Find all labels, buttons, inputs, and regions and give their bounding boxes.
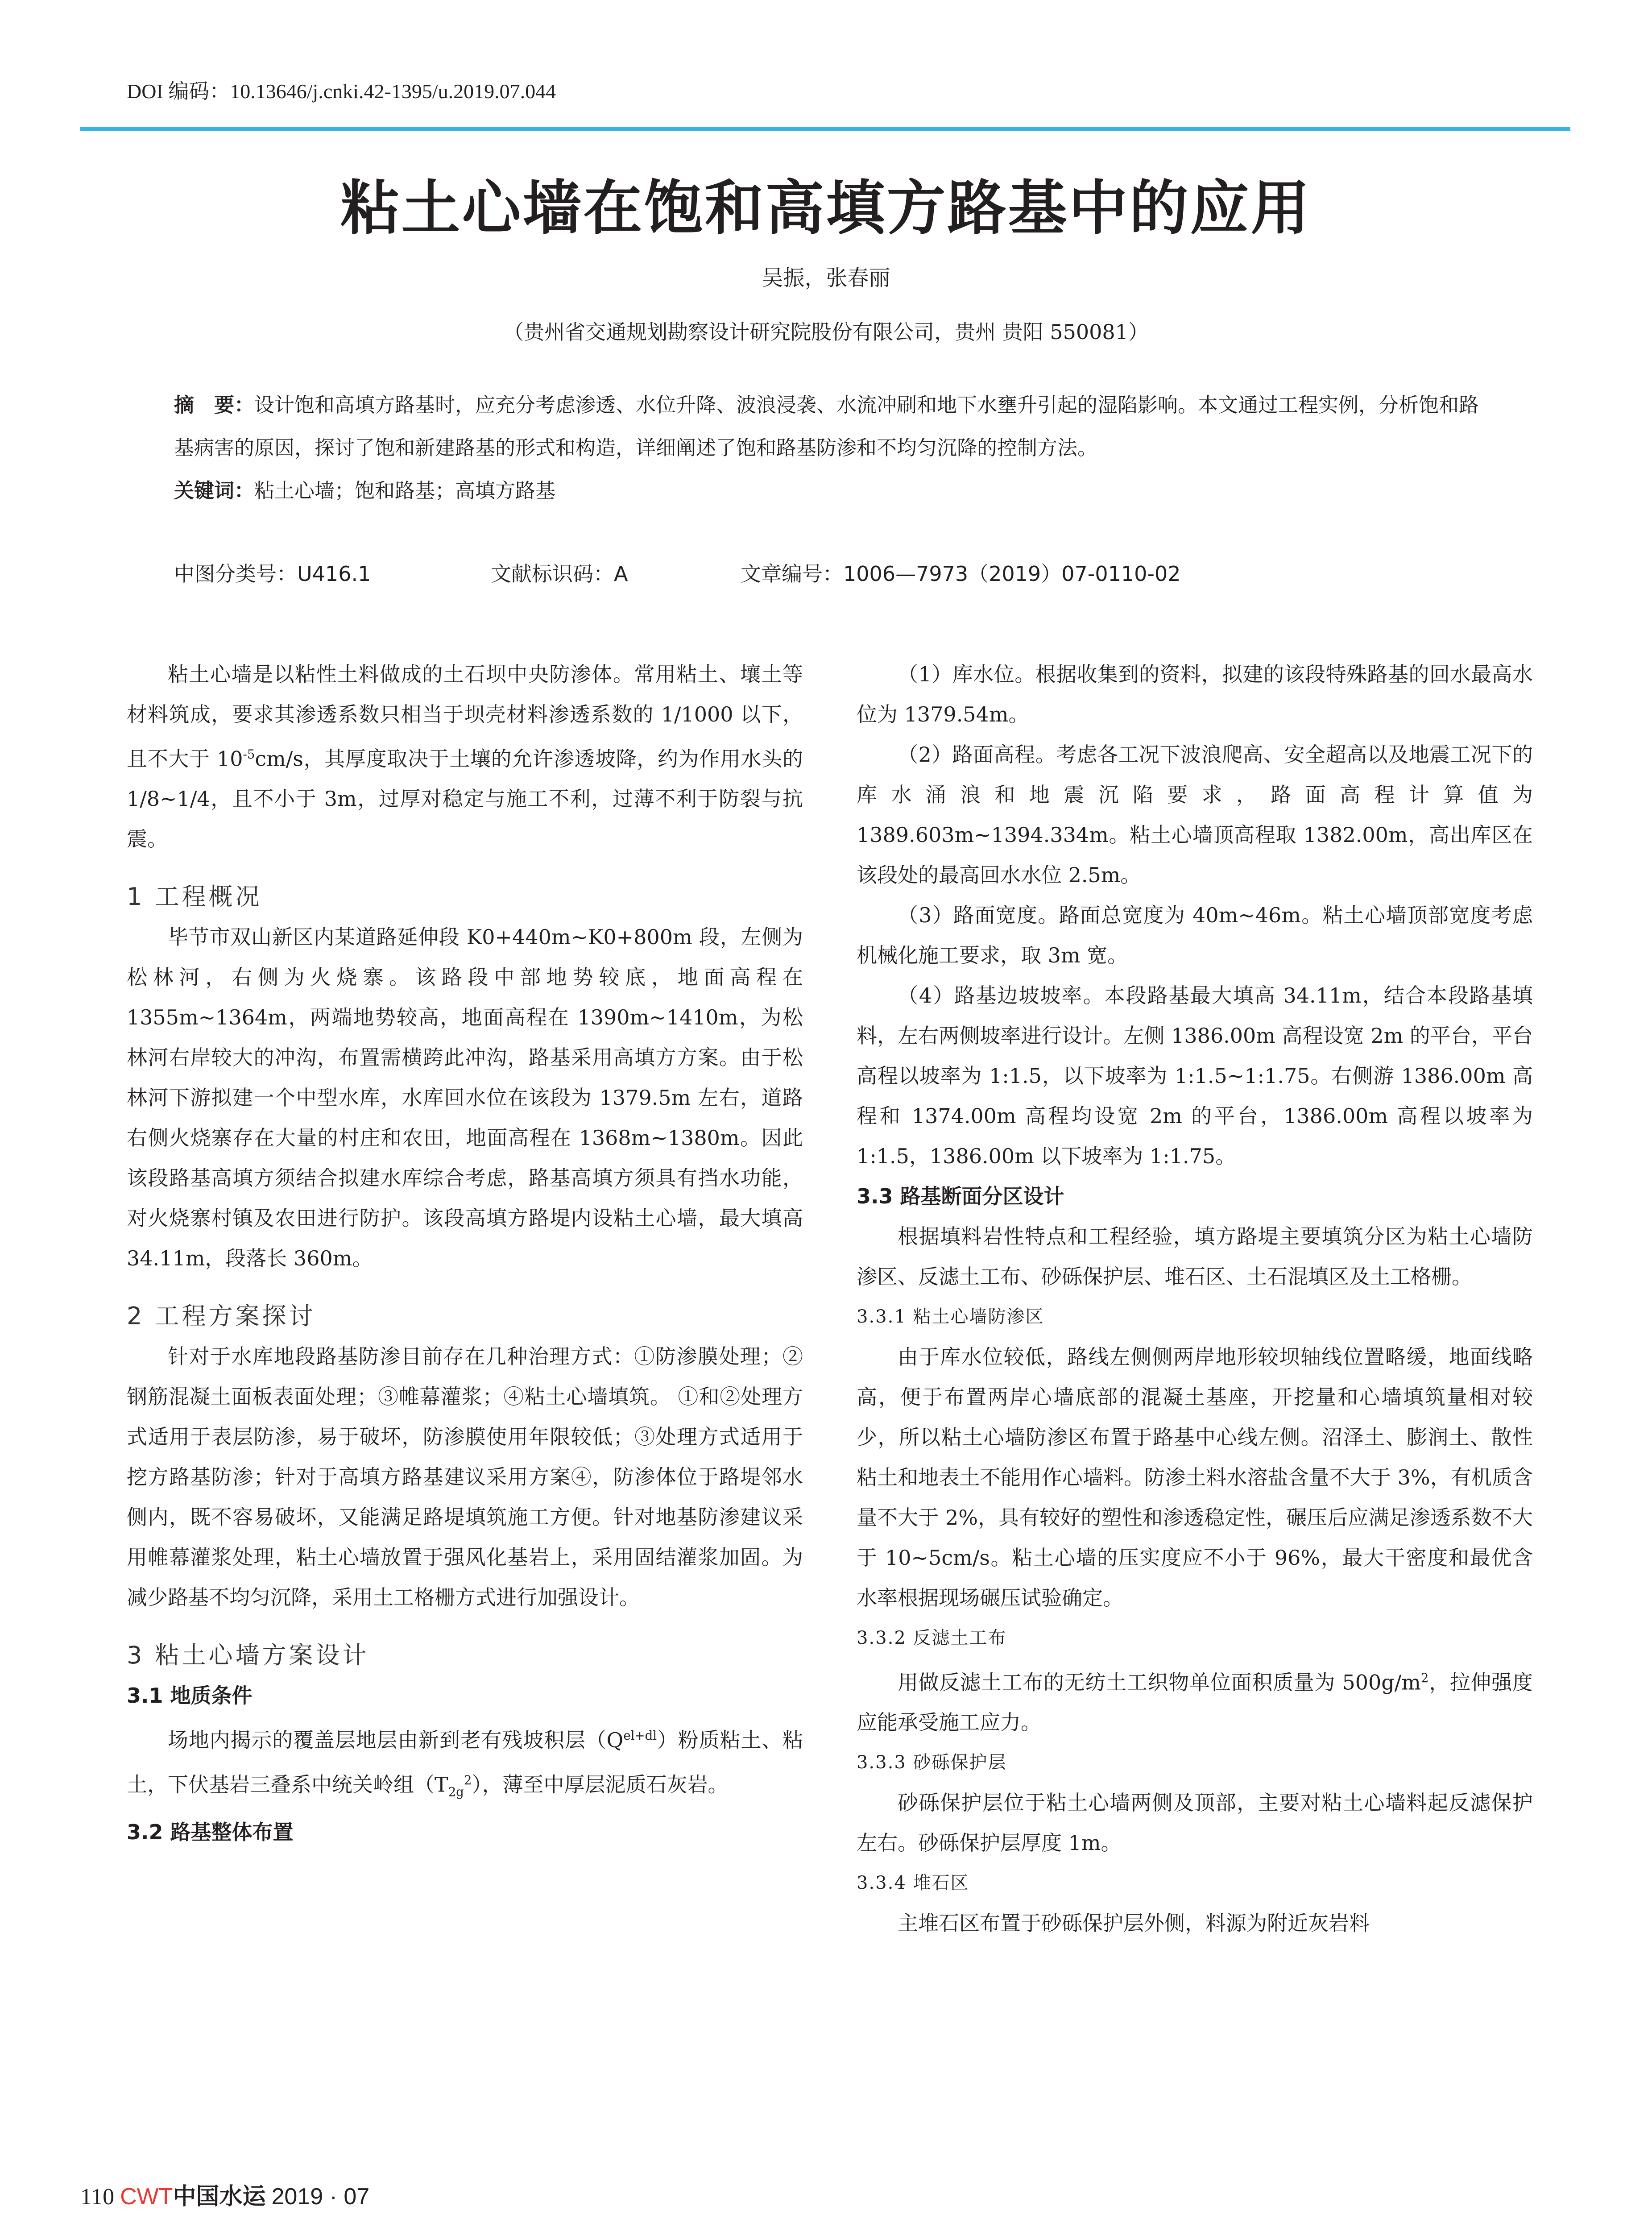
s31-text-b: ）粉质粘土、粘土，下伏基岩三叠系中统关岭组（T (127, 1728, 803, 1796)
section-3-3-2-text (857, 1658, 1533, 1742)
section-1-heading: 1 工程概况 (127, 883, 262, 911)
s31-text-c: ），薄至中厚层泥质石灰岩。 (472, 1772, 729, 1796)
section-3-3-4-text: 主堆石区布置于砂砾保护层外侧，料源为附近灰岩料 (898, 1911, 1370, 1936)
s332-sup: 2 (1420, 1671, 1429, 1685)
article-title: 粘土心墙在饱和高填方路基中的应用 (340, 174, 1312, 243)
s31-sup2: 2 (464, 1772, 472, 1787)
section-3-3-heading: 3.3 路基断面分区设计 (857, 1184, 1064, 1208)
left-column (127, 654, 803, 1852)
magazine-name: 中国水运 (173, 2183, 266, 2210)
intro-paragraph (127, 654, 803, 859)
affiliation: （贵州省交通规划勘察设计研究院股份有限公司，贵州 贵阳 550081） (503, 320, 1149, 344)
section-3-3-4-heading: 3.3.4 堆石区 (857, 1873, 969, 1894)
abstract-text: 设计饱和高填方路基时，应充分考虑渗透、水位升降、波浪浸袭、水流冲刷和地下水壅升引起的湿陷影响。本文通过工程实例，分析饱和路基病害的原因，探讨了饱和新建路基的形式和构造，详细阐述了饱和路基防渗和不均匀沉降的控制方法。 (174, 393, 1479, 460)
road-elevation-text: （2）路面高程。考虑各工况下波浪爬高、安全超高以及地震工况下的库水涌浪和地震沉陷要求，路面高程计算值为 1389.603m~1394.334m。粘土心墙顶高程取 1382.00m，高出库区在该段处的最高回水水位 2.5m。 (857, 742, 1533, 887)
issue-number: 2019 · 07 (271, 2184, 370, 2210)
keywords-label: 关键词： (174, 479, 255, 502)
section-3-1-heading: 3.1 地质条件 (127, 1684, 253, 1708)
section-3-3-text: 根据填料岩性特点和工程经验，填方路堤主要填筑分区为粘土心墙防渗区、反滤土工布、砂砾保护层、堆石区、土石混填区及土工格栅。 (857, 1224, 1533, 1289)
section-3-3-3-heading: 3.3.3 砂砾保护层 (857, 1752, 1007, 1773)
clc-number: 中图分类号：U416.1 (174, 562, 371, 586)
section-3-1-text (127, 1716, 803, 1812)
section-2-heading: 2 工程方案探讨 (127, 1302, 316, 1331)
page-number: 110 (80, 2184, 115, 2210)
slope-ratio-text: （4）路基边坡坡率。本段路基最大填高 34.11m，结合本段路基填料，左右两侧坡率进行设计。左侧 1386.00m 高程设宽 2m 的平台，平台高程以坡率为 1:1.5，以下坡率为 1:1.5~1:1.75。右侧游 1386.00m 高程和 1374.00m 高程均设宽 2m 的平台，1386.00m 高程以坡率为 1:1.5，1386.00m 以下坡率为 1:1.75。 (857, 983, 1533, 1168)
s31-sub: 2g (448, 1784, 464, 1800)
authors: 吴振，张春丽 (762, 265, 890, 290)
right-column (857, 654, 1533, 1943)
section-1-text: 毕节市双山新区内某道路延伸段 K0+440m~K0+800m 段，左侧为松林河，右侧为火烧寨。该路段中部地势较底，地面高程在 1355m~1364m，两端地势较高，地面高程在 1390m~1410m，为松林河右岸较大的冲沟，布置需横跨此冲沟，路基采用高填方方案。由于松林河下游拟建一个中型水库，水库回水位在该段为 1379.5m 左右，道路右侧火烧寨存在大量的村庄和农田，地面高程在 1368m~1380m。因此该段路基高填方须结合拟建水库综合考虑，路基高填方须具有挡水功能，对火烧寨村镇及农田进行防护。该段高填方路堤内设粘土心墙，最大填高 34.11m，段落长 360m。 (127, 925, 803, 1271)
section-3-3-2-heading: 3.3.2 反滤土工布 (857, 1628, 1007, 1648)
s31-text-a: 场地内揭示的覆盖层地层由新到老有残坡积层（Q (168, 1728, 624, 1752)
cwt-logo: CWT (120, 2184, 173, 2210)
keywords (174, 469, 1486, 512)
section-3-3-3-text: 砂砾保护层位于粘土心墙两侧及顶部，主要对粘土心墙料起反滤保护左右。砂砾保护层厚度 1m。 (857, 1791, 1533, 1855)
section-2-text: 针对于水库地段路基防渗目前存在几种治理方式：①防渗膜处理；②钢筋混凝土面板表面处理；③帷幕灌浆；④粘土心墙填筑。 ①和②处理方式适用于表层防渗，易于破坏，防渗膜使用年限较低；③处理方式适用于挖方路基防渗；针对于高填方路基建议采用方案④，防渗体位于路堤邻水侧内，既不容易破坏，又能满足路堤填筑施工方便。针对地基防渗建议采用帷幕灌浆处理，粘土心墙放置于强风化基岩上，采用固结灌浆加固。为减少路基不均匀沉降，采用土工格栅方式进行加强设计。 (127, 1344, 803, 1610)
page-footer (80, 2177, 369, 2211)
section-3-3-1-text: 由于库水位较低，路线左侧侧两岸地形较坝轴线位置略缓，地面线略高，便于布置两岸心墙底部的混凝土基座，开挖量和心墙填筑量相对较少，所以粘土心墙防渗区布置于路基中心线左侧。沼泽土、膨润土、散性粘土和地表土不能用作心墙料。防渗土料水溶盐含量不大于 3%，有机质含量不大于 2%，具有较好的塑性和渗透稳定性，碾压后应满足渗透系数不大于 10~5cm/s。粘土心墙的压实度应不小于 96%，最大干密度和最优含水率根据现场碾压试验确定。 (857, 1345, 1533, 1610)
reservoir-level-text: （1）库水位。根据收集到的资料，拟建的该段特殊路基的回水最高水位为 1379.54m。 (857, 662, 1533, 726)
keywords-text: 粘土心墙；饱和路基；高填方路基 (254, 479, 556, 502)
article-number: 文章编号：1006—7973（2019）07-0110-02 (741, 562, 1181, 586)
header-rule (80, 127, 1570, 131)
intro-text-b: cm/s，其厚度取决于土壤的允许渗透坡降，约为作用水头的 1/8~1/4，且不小于 3m，过厚对稳定与施工不利，过薄不利于防裂与抗震。 (127, 746, 803, 851)
doi-line: DOI 编码：10.13646/j.cnki.42-1395/u.2019.07.044 (127, 80, 556, 103)
road-width-text: （3）路面宽度。路面总宽度为 40m~46m。粘土心墙顶部宽度考虑机械化施工要求，取 3m 宽。 (857, 903, 1533, 967)
s31-sup: el+dl (623, 1728, 657, 1743)
section-3-heading: 3 粘土心墙方案设计 (127, 1641, 369, 1670)
intro-text-a: 粘土心墙是以粘性土料做成的土石坝中央防渗体。常用粘土、壤土等材料筑成，要求其渗透系数只相当于坝壳材料渗透系数的 1/1000 以下，且不大于 10 (127, 662, 803, 771)
abstract-label: 摘 要： (174, 393, 255, 417)
s332-text-b: ，拉伸强度应能承受施工应力。 (857, 1670, 1533, 1735)
intro-exponent: -5 (243, 747, 255, 762)
abstract (174, 384, 1486, 469)
section-3-2-heading: 3.2 路基整体布置 (127, 1820, 294, 1845)
document-code: 文献标识码：A (491, 562, 628, 586)
s332-text-a: 用做反滤土工布的无纺土工织物单位面积质量为 500g/m (898, 1670, 1421, 1695)
abstract-block (174, 384, 1486, 512)
section-3-3-1-heading: 3.3.1 粘土心墙防渗区 (857, 1306, 1044, 1327)
